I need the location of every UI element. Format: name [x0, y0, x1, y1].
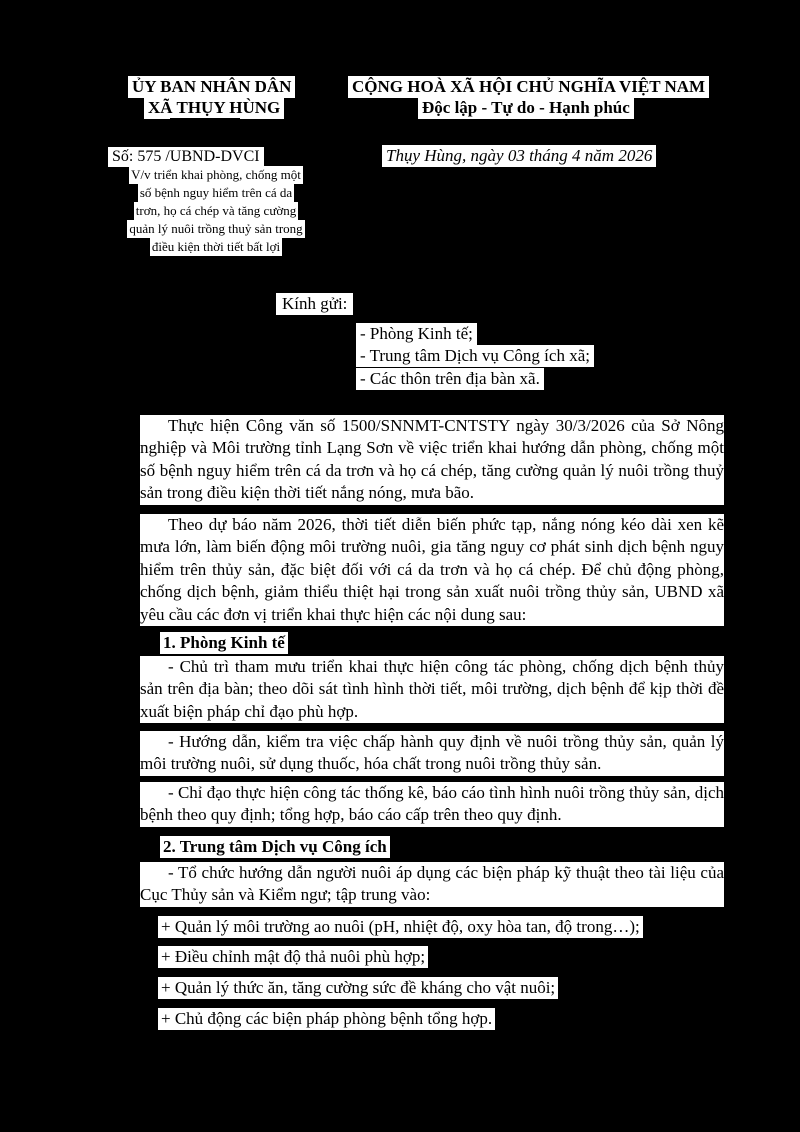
recipient-item: - Trung tâm Dịch vụ Công ích xã;: [356, 345, 594, 367]
recipient-item: - Các thôn trên địa bàn xã.: [356, 368, 544, 390]
body-paragraph-2: Theo dự báo năm 2026, thời tiết diễn biến phức tạp, nắng nóng kéo dài xen kẽ mưa lớn, làm biến động môi trường nuôi, gia tăng nguy cơ phát sinh dịch bệnh nguy hiểm trên thủy sản, đặc biệt đối với cá da trơn và họ cá chép. Để chủ động phòng, chống dịch bệnh, giảm thiểu thiệt hại trong sản xuất nuôi trồng thủy sản, UBND xã yêu cầu các đơn vị triển khai thực hiện các nội dung sau:: [140, 514, 724, 626]
section-2-item: + Điều chỉnh mật độ thả nuôi phù hợp;: [158, 946, 428, 968]
document-number: Số: 575 /UBND-DVCI: [108, 147, 264, 167]
section-2-item: + Chủ động các biện pháp phòng bệnh tổng hợp.: [158, 1008, 495, 1030]
section-1-item: - Hướng dẫn, kiểm tra việc chấp hành quy định về nuôi trồng thủy sản, quản lý môi trường nuôi, sử dụng thuốc, hóa chất trong nuôi trồng thủy sản.: [140, 731, 724, 776]
national-title: CỘNG HOÀ XÃ HỘI CHỦ NGHĨA VIỆT NAM: [348, 76, 709, 98]
org-name-line2: XÃ THỤY HÙNG: [144, 97, 284, 119]
section-2-intro: - Tổ chức hướng dẫn người nuôi áp dụng các biện pháp kỹ thuật theo tài liệu của Cục Thủy sản và Kiểm ngư; tập trung vào:: [140, 862, 724, 907]
section-1-item: - Chỉ đạo thực hiện công tác thống kê, báo cáo tình hình nuôi trồng thủy sản, dịch bệnh theo quy định; tổng hợp, báo cáo cấp trên theo quy định.: [140, 782, 724, 827]
section-1-item: - Chủ trì tham mưu triển khai thực hiện công tác phòng, chống dịch bệnh thủy sản trên địa bàn; theo dõi sát tình hình thời tiết, môi trường, dịch bệnh để kịp thời đề xuất biện pháp chỉ đạo phù hợp.: [140, 656, 724, 723]
date-place: Thụy Hùng, ngày 03 tháng 4 năm 2026: [382, 145, 656, 167]
subject-line: V/v triển khai phòng, chống một: [131, 167, 301, 182]
document-subject: [106, 166, 326, 256]
recipient-item: - Phòng Kinh tế;: [356, 323, 477, 345]
subject-line: điều kiện thời tiết bất lợi: [151, 239, 281, 254]
subject-line: trơn, họ cá chép và tăng cường: [135, 203, 297, 218]
section-1-heading: 1. Phòng Kinh tế: [160, 632, 288, 654]
org-underline: [170, 118, 240, 119]
subject-line: quản lý nuôi trồng thuỷ sản trong: [129, 221, 303, 236]
national-motto: Độc lập - Tự do - Hạnh phúc: [418, 97, 634, 119]
section-2-item: + Quản lý thức ăn, tăng cường sức đề kháng cho vật nuôi;: [158, 977, 558, 999]
recipients-label: Kính gửi:: [276, 293, 353, 315]
org-name-line1: ỦY BAN NHÂN DÂN: [128, 76, 295, 98]
section-2-heading: 2. Trung tâm Dịch vụ Công ích: [160, 836, 390, 858]
section-2-item: + Quản lý môi trường ao nuôi (pH, nhiệt độ, oxy hòa tan, độ trong…);: [158, 916, 643, 938]
body-paragraph-1: Thực hiện Công văn số 1500/SNNMT-CNTSTY ngày 30/3/2026 của Sở Nông nghiệp và Môi trường tỉnh Lạng Sơn về việc triển khai hướng dẫn phòng, chống một số bệnh nguy hiểm trên cá da trơn và họ cá chép, tăng cường quản lý nuôi trồng thuỷ sản trong điều kiện thời tiết nắng nóng, mưa bão.: [140, 415, 724, 505]
subject-line: số bệnh nguy hiểm trên cá da: [139, 185, 293, 200]
